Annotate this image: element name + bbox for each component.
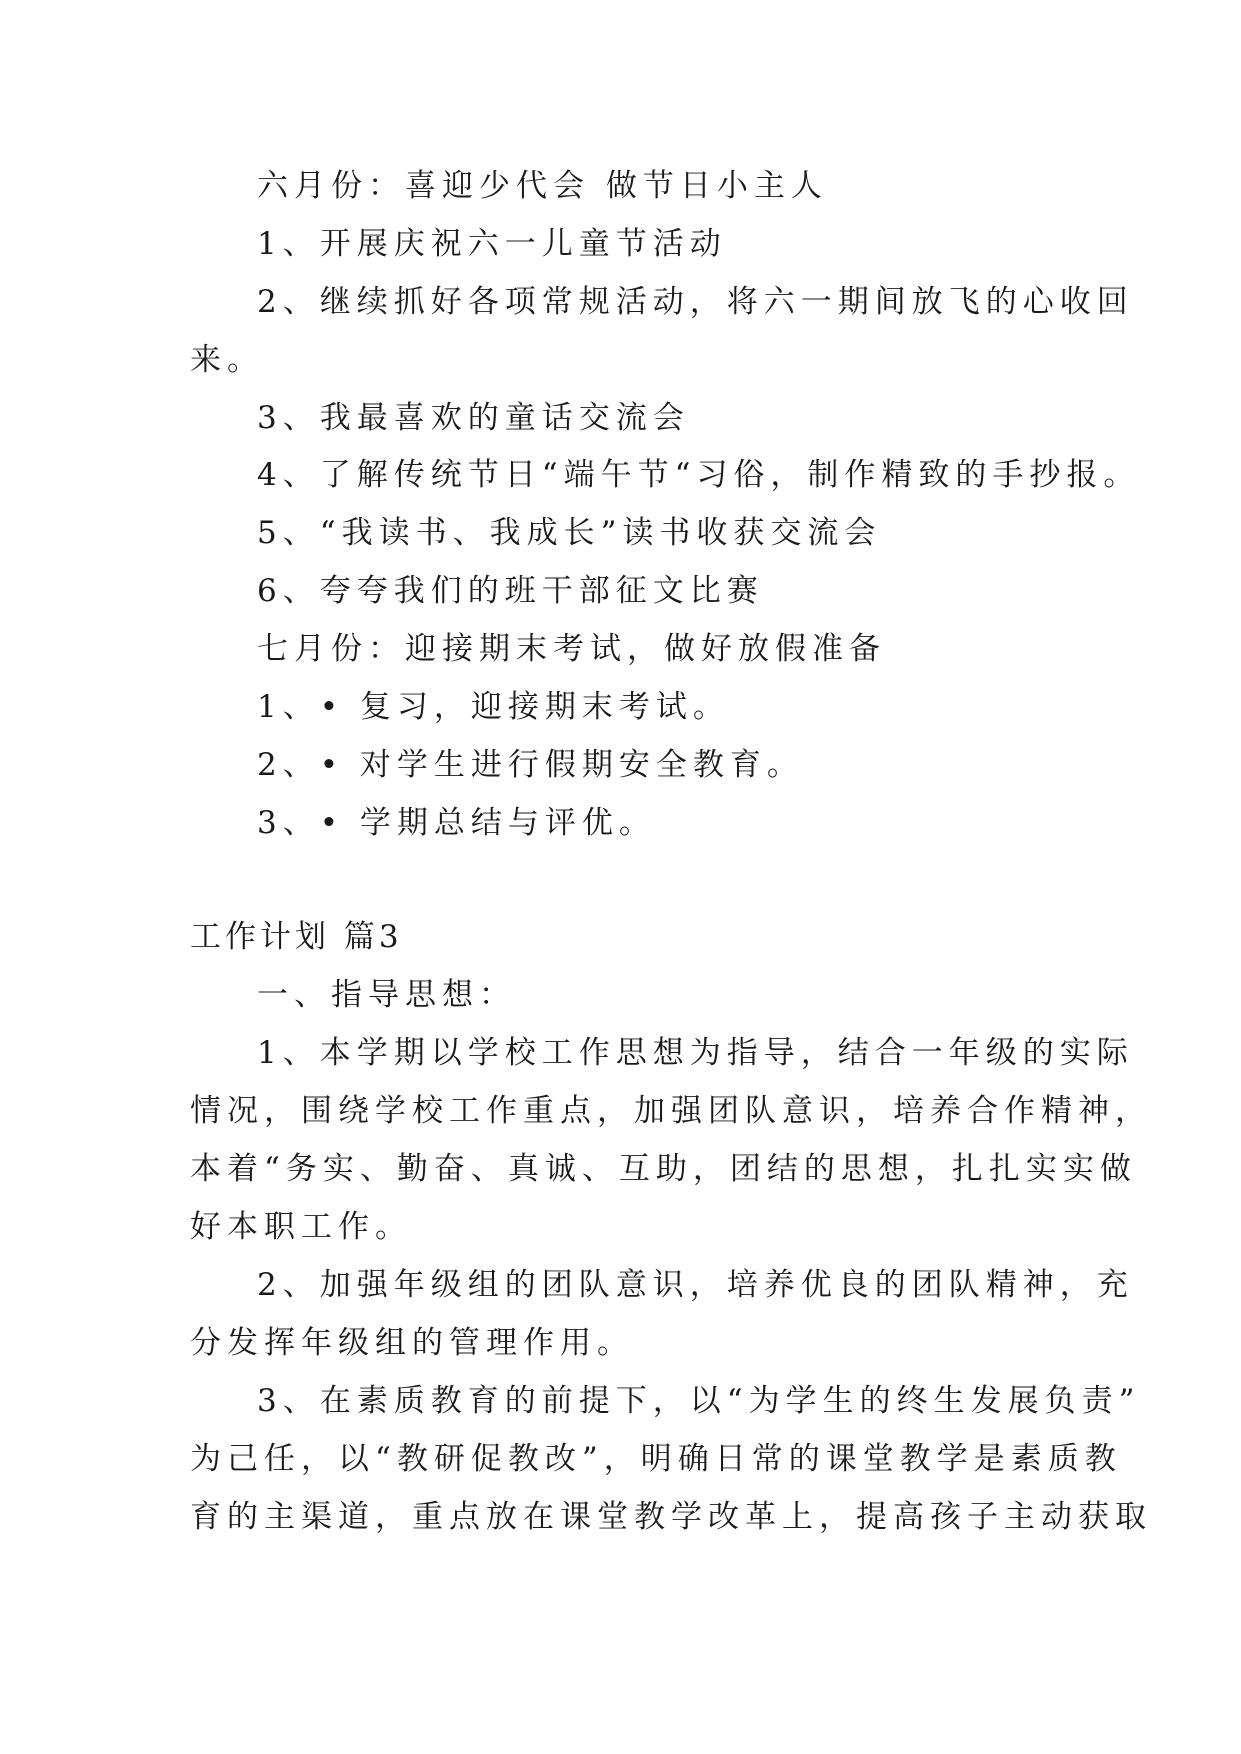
july-heading: 七月份：迎接期末考试，做好放假准备 bbox=[257, 631, 886, 667]
paragraph-1-line-4: 好本职工作。 bbox=[190, 1209, 412, 1245]
paragraph-3-line-3: 育的主渠道，重点放在课堂教学改革上，提高孩子主动获取 bbox=[190, 1499, 1152, 1535]
june-item-6: 6、夸夸我们的班干部征文比赛 bbox=[257, 573, 764, 609]
june-item-5: 5、“我读书、我成长”读书收获交流会 bbox=[257, 515, 882, 551]
section-title: 工作计划 篇3 bbox=[190, 919, 403, 955]
june-item-2: 2、继续抓好各项常规活动，将六一期间放飞的心收回 bbox=[257, 284, 1134, 320]
paragraph-2-line-1: 2、加强年级组的团队意识，培养优良的团队精神，充 bbox=[257, 1267, 1134, 1303]
paragraph-1-line-2: 情况，围绕学校工作重点，加强团队意识，培养合作精神， bbox=[190, 1093, 1152, 1129]
paragraph-1-line-1: 1、本学期以学校工作思想为指导，结合一年级的实际 bbox=[257, 1035, 1134, 1071]
june-item-2-continued: 来。 bbox=[190, 342, 264, 378]
paragraph-3-line-2: 为己任，以“教研促教改”，明确日常的课堂教学是素质教 bbox=[190, 1441, 1122, 1477]
paragraph-2-line-2: 分发挥年级组的管理作用。 bbox=[190, 1325, 634, 1361]
june-item-1: 1、开展庆祝六一儿童节活动 bbox=[257, 226, 727, 262]
july-item-1: 1、• 复习，迎接期末考试。 bbox=[257, 689, 730, 725]
paragraph-1-line-3: 本着“务实、勤奋、真诚、互助，团结的思想，扎扎实实做 bbox=[190, 1151, 1137, 1187]
paragraph-3-line-1: 3、在素质教育的前提下，以“为学生的终生发展负责” bbox=[257, 1383, 1141, 1419]
july-item-3: 3、• 学期总结与评优。 bbox=[257, 805, 656, 841]
july-item-2: 2、• 对学生进行假期安全教育。 bbox=[257, 747, 804, 783]
june-item-3: 3、我最喜欢的童话交流会 bbox=[257, 400, 690, 436]
june-heading: 六月份：喜迎少代会 做节日小主人 bbox=[257, 168, 828, 204]
guiding-thought-heading: 一、指导思想： bbox=[257, 977, 516, 1013]
june-item-4: 4、了解传统节日“端午节“习俗，制作精致的手抄报。 bbox=[257, 457, 1141, 493]
